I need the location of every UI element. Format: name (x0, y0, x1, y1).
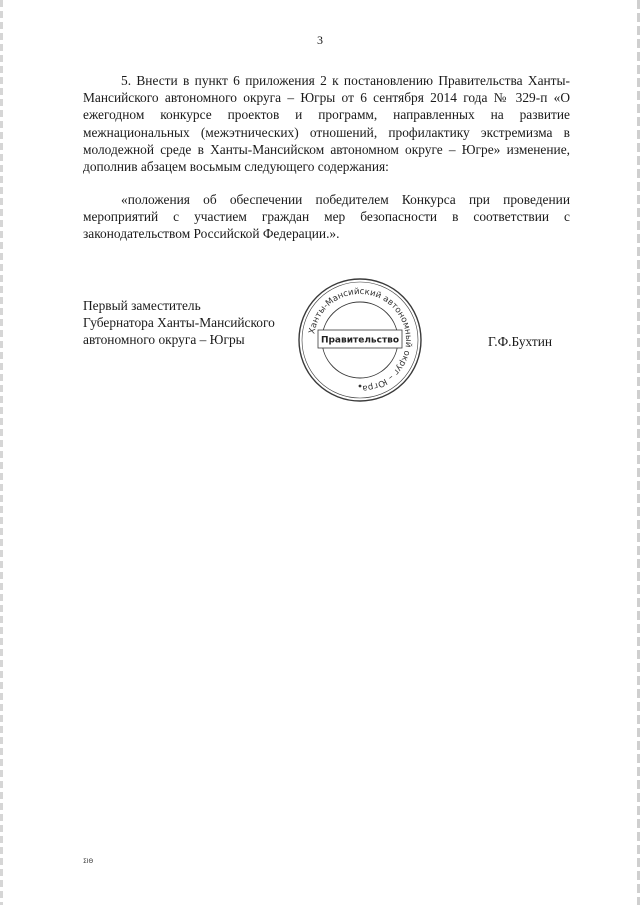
page-number: 3 (317, 33, 323, 47)
signer-title-line: Губернатора Ханты-Мансийского (83, 315, 275, 331)
body-paragraph-1 (83, 72, 570, 175)
seal-center-text: Правительство (320, 335, 400, 346)
paragraph-text: 5. Внести в пункт 6 приложения 2 к постановлению Правительства Ханты-Мансийского автономного округа – Югры от 6 сентября 2014 года № 329-п «О ежегодном конкурсе проектов и программ, направленных на развитие межнациональных (межэтнических) отношений, профилактику экстремизма в молодежной среде в Ханты-Мансийском автономном округе – Югре» изменение, дополнив абзацем восьмым следующего содержания: (83, 73, 570, 175)
seal-stamp-icon (296, 276, 424, 404)
seal-ring-text: Ханты-Мансийский автономный округ – Югра (307, 286, 414, 393)
signer-title (83, 297, 275, 349)
scan-edge-left (0, 0, 3, 905)
signer-name: Г.Ф.Бухтин (488, 334, 553, 349)
seal-dot (359, 385, 362, 388)
signer-title-line: автономного округа – Югры (83, 332, 245, 348)
signer-title-line: Первый заместитель (83, 298, 201, 313)
footer-mark-text: ΣΙΘ (83, 858, 94, 865)
footer-mark (83, 858, 93, 865)
official-seal (296, 276, 424, 404)
paragraph-text: «положения об обеспечении победителем Конкурса при проведении мероприятий с участием граждан мер безопасности в соответствии с законодательством Российской Федерации.». (83, 192, 570, 242)
body-paragraph-2 (83, 191, 570, 243)
